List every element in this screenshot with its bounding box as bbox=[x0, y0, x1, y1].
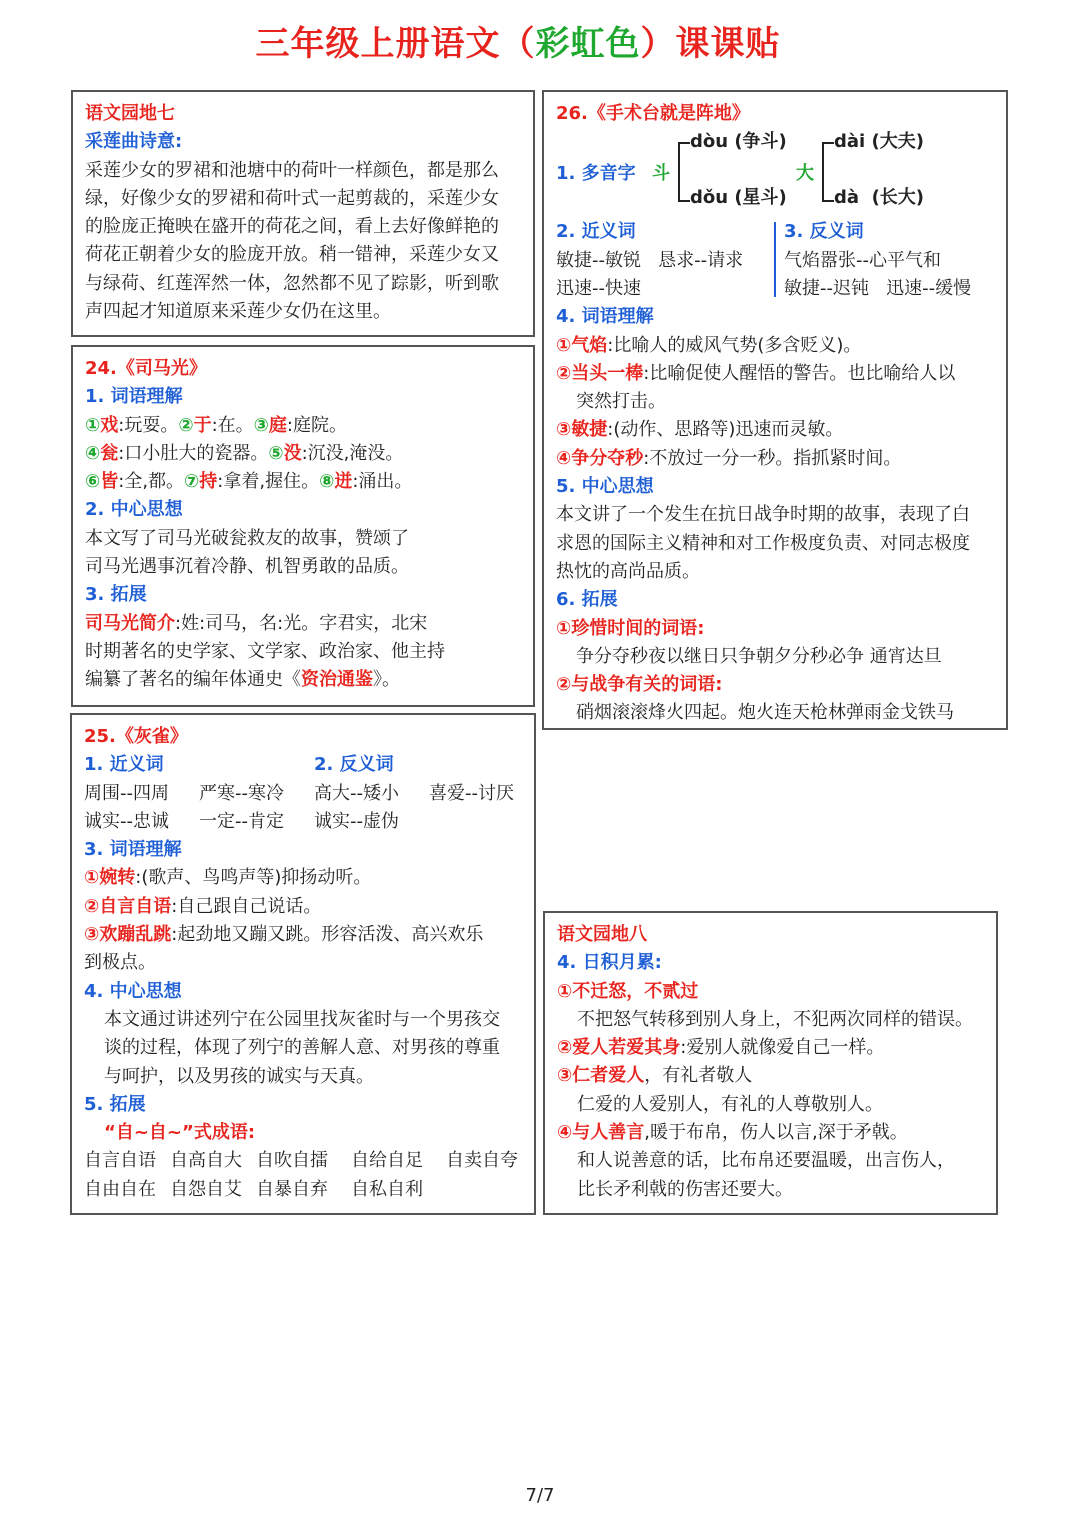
word-row: ①婉转:(歌声、鸟鸣声等)抑扬动听。 bbox=[84, 867, 372, 889]
card-heading: 24.《司马光》 bbox=[85, 358, 207, 379]
text-line: 声四起才知道原来采莲少女仍在这里。 bbox=[85, 301, 391, 323]
pinyin-reading: dòu (争斗) bbox=[690, 131, 787, 153]
text-line: 到极点。 bbox=[84, 952, 156, 974]
text-line: 仁爱的人爱别人，有礼的人尊敬别人。 bbox=[577, 1093, 883, 1115]
text-line: 与呵护，以及男孩的诚实与天真。 bbox=[104, 1065, 374, 1087]
word-row: ③欢蹦乱跳:起劲地又蹦又跳。形容活泼、高兴欢乐 bbox=[84, 924, 484, 946]
text-line: 荷花正朝着少女的脸庞开放。稍一错神，采莲少女又 bbox=[85, 244, 499, 266]
text-line: 绿，好像少女的罗裙和荷叶式一起剪裁的，采莲少女 bbox=[85, 187, 499, 209]
word-row: ①戏:玩耍。②于:在。③庭:庭院。 bbox=[85, 414, 347, 436]
divider bbox=[774, 222, 776, 297]
text-line: 编纂了著名的编年体通史《资治通鉴》。 bbox=[85, 669, 400, 691]
card-heading: 25.《灰雀》 bbox=[84, 726, 188, 747]
card-heading: 语文园地七 bbox=[85, 103, 175, 124]
polyphone-char: 大 bbox=[796, 163, 814, 185]
text-line: 本文写了司马光破瓮救友的故事，赞颂了 bbox=[85, 527, 409, 549]
section-heading: 采莲曲诗意: bbox=[85, 131, 183, 153]
text-line: 本文通过讲述列宁在公园里找灰雀时与一个男孩交 bbox=[104, 1008, 500, 1030]
pinyin-reading: dà (长大) bbox=[834, 187, 925, 209]
card-lesson-25 bbox=[70, 713, 536, 1215]
section-heading: 4. 词语理解 bbox=[556, 306, 654, 328]
page-number: 7/7 bbox=[525, 1485, 555, 1506]
text-line: 不把怒气转移到别人身上，不犯两次同样的错误。 bbox=[577, 1008, 973, 1030]
card-heading: 26.《手术台就是阵地》 bbox=[556, 103, 750, 124]
pinyin-reading: dài (大夫) bbox=[834, 131, 924, 153]
word-row: ⑥皆:全,都。⑦持:拿着,握住。⑧迸:涌出。 bbox=[85, 471, 413, 493]
word-pairs-row: 周围--四周 严寒--寒冷 高大--矮小 喜爱--讨厌 bbox=[84, 782, 514, 804]
section-heading: 6. 拓展 bbox=[556, 589, 618, 611]
word-row: ④争分夺秒:不放过一分一秒。指抓紧时间。 bbox=[556, 447, 902, 469]
section-heading: 1. 词语理解 bbox=[85, 386, 183, 408]
text-line: 司马光遇事沉着冷静、机智勇敢的品质。 bbox=[85, 556, 409, 578]
section-heading: 5. 拓展 bbox=[84, 1093, 146, 1115]
section-heading: 4. 中心思想 bbox=[84, 980, 182, 1002]
pinyin-reading: dǒu (星斗) bbox=[690, 187, 787, 209]
ext-label: ①珍惜时间的词语: bbox=[556, 617, 705, 639]
word-pairs-row: 诚实--忠诚 一定--肯定 诚实--虚伪 bbox=[84, 810, 399, 832]
word-row: ①气焰:比喻人的威风气势(多含贬义)。 bbox=[556, 334, 862, 356]
bracket bbox=[678, 142, 690, 202]
word-pairs-row: 迅速--快速 bbox=[556, 277, 641, 299]
word-pairs-row: 敏捷--迟钝 迅速--缓慢 bbox=[784, 277, 972, 299]
word-pairs-row: 气焰嚣张--心平气和 bbox=[784, 249, 941, 271]
text-line: 热忱的高尚品质。 bbox=[556, 560, 700, 582]
word-pairs-row: 敏捷--敏锐 恳求--请求 bbox=[556, 249, 744, 271]
text-line: 与绿荷、红莲浑然一体，忽然都不见了踪影，听到歌 bbox=[85, 272, 499, 294]
section-heading: 1. 多音字 bbox=[556, 163, 636, 185]
section-heading: 3. 拓展 bbox=[85, 584, 147, 606]
ext-label: ②与战争有关的词语: bbox=[556, 674, 723, 696]
section-heading: 5. 中心思想 bbox=[556, 476, 654, 498]
bracket bbox=[822, 142, 834, 202]
section-heading: 2. 中心思想 bbox=[85, 499, 183, 521]
rainbow-word: 彩虹色 bbox=[535, 24, 641, 64]
saying-row: ②爱人若爱其身:爱别人就像爱自己一样。 bbox=[557, 1037, 885, 1059]
word-row: ②自言自语:自己跟自己说话。 bbox=[84, 895, 322, 917]
text-line: 司马光简介:姓:司马，名:光。字君实，北宋 bbox=[85, 612, 428, 634]
saying-row: ①不迁怒，不贰过 bbox=[557, 980, 699, 1002]
section-heading: 3. 词语理解 bbox=[84, 839, 182, 861]
word-row: ③敏捷:(动作、思路等)迅速而灵敏。 bbox=[556, 419, 844, 441]
word-row: ④瓮:口小肚大的瓷器。⑤没:沉没,淹没。 bbox=[85, 442, 404, 464]
text-line: 的脸庞正掩映在盛开的荷花之间，看上去好像鲜艳的 bbox=[85, 216, 499, 238]
card-lesson-26 bbox=[542, 90, 1008, 730]
card-garden-7 bbox=[71, 90, 535, 337]
idiom-row: 自由自在 自怨自艾 自暴自弃 自私自利 bbox=[84, 1178, 423, 1200]
text-line: 和人说善意的话，比布帛还要温暖，出言伤人， bbox=[577, 1150, 955, 1172]
section-heading: 2. 近义词 bbox=[556, 221, 636, 243]
idiom-label: “自~自~”式成语: bbox=[104, 1122, 256, 1144]
text-line: 求恩的国际主义精神和对工作极度负责、对同志极度 bbox=[556, 532, 970, 554]
word-row: ②当头一棒:比喻促使人醒悟的警告。也比喻给人以 bbox=[556, 362, 956, 384]
card-lesson-24 bbox=[71, 345, 535, 707]
idiom-row: 自言自语 自高自大 自吹自擂 自给自足 自卖自夸 bbox=[84, 1150, 518, 1172]
saying-row: ③仁者爱人，有礼者敬人 bbox=[557, 1065, 753, 1087]
section-heading: 3. 反义词 bbox=[784, 221, 864, 243]
polyphone-char: 斗 bbox=[652, 163, 670, 185]
text-line: 时期著名的史学家、文学家、政治家、他主持 bbox=[85, 640, 445, 662]
polyphone-diagram bbox=[556, 128, 996, 218]
text-line: 本文讲了一个发生在抗日战争时期的故事，表现了白 bbox=[556, 504, 970, 526]
section-heading: 4. 日积月累: bbox=[557, 952, 662, 974]
text-line: 采莲少女的罗裙和池塘中的荷叶一样颜色，都是那么 bbox=[85, 159, 499, 181]
synonym-antonym-block bbox=[556, 218, 996, 303]
saying-row: ④与人善言,暖于布帛，伤人以言,深于矛戟。 bbox=[557, 1122, 908, 1144]
card-heading: 语文园地八 bbox=[557, 924, 647, 945]
page-title: 三年级上册语文（彩虹色）课课贴 bbox=[255, 24, 781, 64]
section-heading-row: 1. 近义词 2. 反义词 bbox=[84, 754, 394, 776]
card-garden-8 bbox=[543, 911, 998, 1215]
text-line: 比长矛利戟的伤害还要大。 bbox=[577, 1178, 793, 1200]
text-line: 争分夺秒夜以继日只争朝夕分秒必争 通宵达旦 bbox=[576, 645, 942, 667]
text-line: 谈的过程，体现了列宁的善解人意、对男孩的尊重 bbox=[104, 1037, 500, 1059]
text-line: 硝烟滚滚烽火四起。炮火连天枪林弹雨金戈铁马 bbox=[576, 702, 954, 724]
text-line: 突然打击。 bbox=[576, 391, 666, 413]
